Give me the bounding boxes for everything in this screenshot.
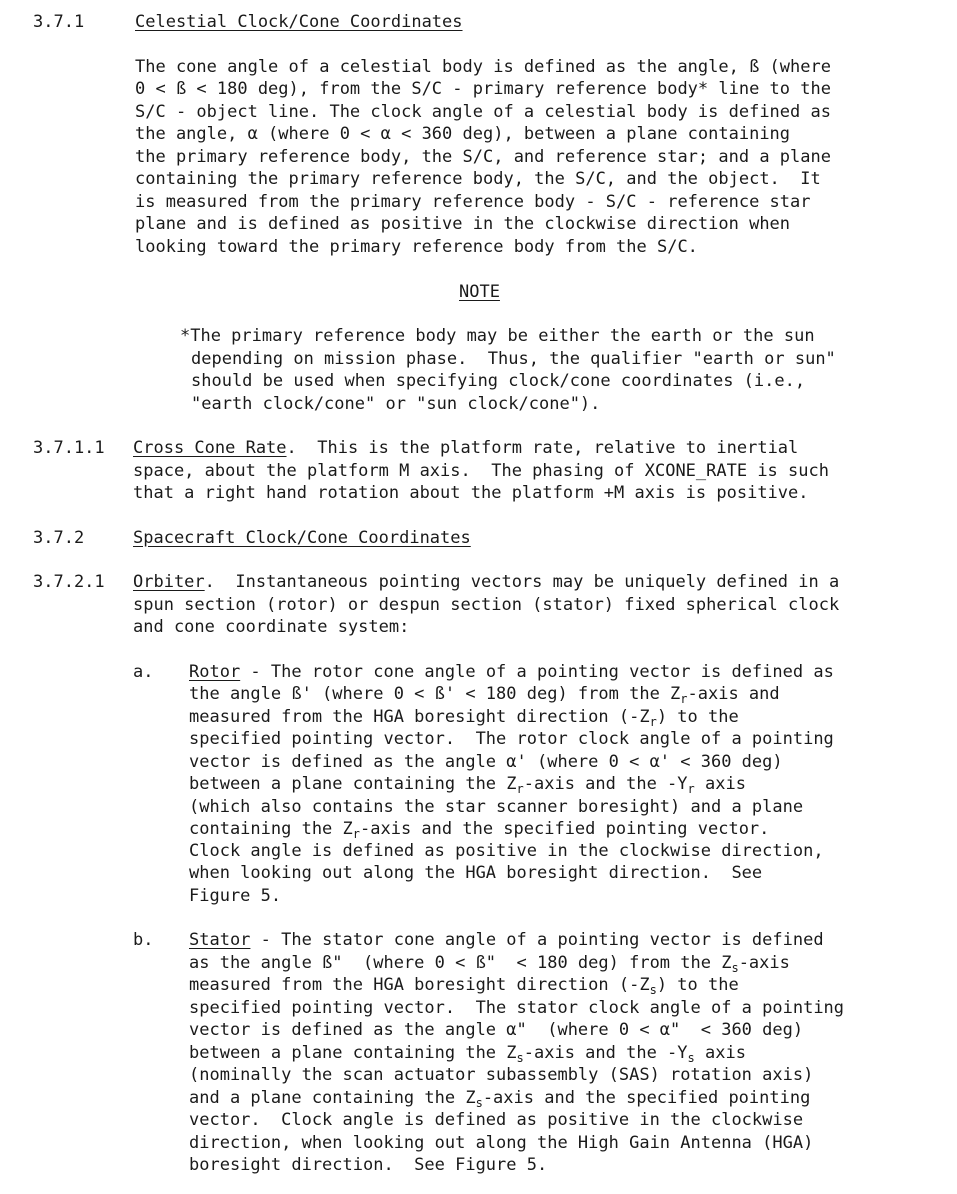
list-item-line: direction, when looking out along the High Gain Antenna (HGA) xyxy=(189,1133,814,1153)
list-item-line: specified pointing vector. The rotor clock angle of a pointing xyxy=(189,729,834,749)
list-item-line xyxy=(189,952,790,974)
note-line: depending on mission phase. Thus, the qualifier "earth or sun" xyxy=(191,349,836,369)
list-item-line xyxy=(189,818,769,840)
paragraph-line: The cone angle of a celestial body is defined as the angle, ß (where xyxy=(135,57,831,77)
text-span: the angle ß' (where 0 < ß' < 180 deg) from the Z xyxy=(189,684,681,704)
paragraph-line xyxy=(133,571,839,593)
paragraph-line: looking toward the primary reference body from the S/C. xyxy=(135,237,698,257)
paragraph-line: containing the primary reference body, the S/C, and the object. It xyxy=(135,169,821,189)
subscript: r xyxy=(352,827,360,841)
list-item-line xyxy=(189,1087,810,1109)
list-item-title: Rotor xyxy=(189,662,241,682)
subscript: r xyxy=(680,692,688,706)
section-number: 3.7.1 xyxy=(33,12,85,32)
list-item-line: (which also contains the star scanner boresight) and a plane xyxy=(189,797,804,817)
text-span: between a plane containing the Z xyxy=(189,1043,517,1063)
note-line: *The primary reference body may be either the earth or the sun xyxy=(180,326,815,346)
list-item-line: specified pointing vector. The stator clock angle of a pointing xyxy=(189,998,845,1018)
text-span: ) to the xyxy=(656,707,739,727)
list-item-line: when looking out along the HGA boresight direction. See xyxy=(189,863,763,883)
paragraph-line: plane and is defined as positive in the clockwise direction when xyxy=(135,214,791,234)
note-line: "earth clock/cone" or "sun clock/cone"). xyxy=(191,394,601,414)
text-span: -axis and the -Y xyxy=(523,1043,688,1063)
text-span: -axis xyxy=(738,953,790,973)
list-item-text: - The rotor cone angle of a pointing vector is defined as xyxy=(240,662,834,682)
text-span: containing the Z xyxy=(189,819,353,839)
paragraph-line: that a right hand rotation about the platform +M axis is positive. xyxy=(133,483,809,503)
paragraph-text: . Instantaneous pointing vectors may be uniquely defined in a xyxy=(204,572,840,592)
paragraph-line: spun section (rotor) or despun section (stator) fixed spherical clock xyxy=(133,595,840,615)
note-heading: NOTE xyxy=(459,282,500,302)
subscript: s xyxy=(687,1051,695,1065)
list-item-line: boresight direction. See Figure 5. xyxy=(189,1155,548,1175)
subscript: r xyxy=(687,782,695,796)
list-item-line xyxy=(189,773,746,795)
paragraph-line xyxy=(133,437,798,459)
paragraph-line: and cone coordinate system: xyxy=(133,617,410,637)
text-span: axis xyxy=(694,1043,746,1063)
paragraph-line: the primary reference body, the S/C, and reference star; and a plane xyxy=(135,147,831,167)
text-span: -axis and the specified pointing vector. xyxy=(360,819,770,839)
subscript: r xyxy=(516,782,524,796)
paragraph-line: 0 < ß < 180 deg), from the S/C - primary reference body* line to the xyxy=(135,79,831,99)
subsection-title: Cross Cone Rate xyxy=(133,438,287,458)
list-item-line xyxy=(189,661,834,683)
text-span: axis xyxy=(694,774,746,794)
list-item-line: vector is defined as the angle α' (where 0 < α' < 360 deg) xyxy=(189,752,783,772)
list-item-line xyxy=(189,974,739,996)
section-title: Celestial Clock/Cone Coordinates xyxy=(135,12,463,32)
list-item-line xyxy=(189,683,780,705)
paragraph-text: . This is the platform rate, relative to inertial xyxy=(286,438,799,458)
list-item-line: (nominally the scan actuator subassembly (SAS) rotation axis) xyxy=(189,1065,814,1085)
text-span: -axis and the specified pointing xyxy=(482,1088,811,1108)
note-line: should be used when specifying clock/cone coordinates (i.e., xyxy=(191,371,806,391)
text-span: between a plane containing the Z xyxy=(189,774,517,794)
section-number: 3.7.1.1 xyxy=(33,438,105,458)
section-number: 3.7.2 xyxy=(33,528,85,548)
subscript: s xyxy=(475,1096,483,1110)
text-span: -axis and the -Y xyxy=(523,774,688,794)
text-span: measured from the HGA boresight direction (-Z xyxy=(189,975,650,995)
list-item-text: - The stator cone angle of a pointing vector is defined xyxy=(250,930,824,950)
subsection-title: Orbiter xyxy=(133,572,205,592)
section-title: Spacecraft Clock/Cone Coordinates xyxy=(133,528,471,548)
list-item-title: Stator xyxy=(189,930,251,950)
text-span: measured from the HGA boresight direction (-Z xyxy=(189,707,650,727)
subscript: s xyxy=(731,961,739,975)
text-span: and a plane containing the Z xyxy=(189,1088,476,1108)
list-item-line: vector is defined as the angle α" (where 0 < α" < 360 deg) xyxy=(189,1020,804,1040)
list-marker: b. xyxy=(133,930,154,950)
paragraph-line: space, about the platform M axis. The phasing of XCONE_RATE is such xyxy=(133,461,829,481)
list-item-line xyxy=(189,929,824,951)
paragraph-line: S/C - object line. The clock angle of a celestial body is defined as xyxy=(135,102,831,122)
list-item-line: Clock angle is defined as positive in the clockwise direction, xyxy=(189,841,824,861)
text-span: ) to the xyxy=(656,975,739,995)
subscript: s xyxy=(516,1051,524,1065)
list-item-line: Figure 5. xyxy=(189,886,282,906)
text-span: as the angle ß" (where 0 < ß" < 180 deg) from the Z xyxy=(189,953,732,973)
list-marker: a. xyxy=(133,662,154,682)
list-item-line xyxy=(189,706,739,728)
section-number: 3.7.2.1 xyxy=(33,572,105,592)
list-item-line: vector. Clock angle is defined as positive in the clockwise xyxy=(189,1110,804,1130)
list-item-line xyxy=(189,1042,746,1064)
subscript: r xyxy=(649,715,657,729)
subscript: s xyxy=(649,983,657,997)
paragraph-line: the angle, α (where 0 < α < 360 deg), between a plane containing xyxy=(135,124,791,144)
paragraph-line: is measured from the primary reference body - S/C - reference star xyxy=(135,192,811,212)
text-span: -axis and xyxy=(687,684,780,704)
